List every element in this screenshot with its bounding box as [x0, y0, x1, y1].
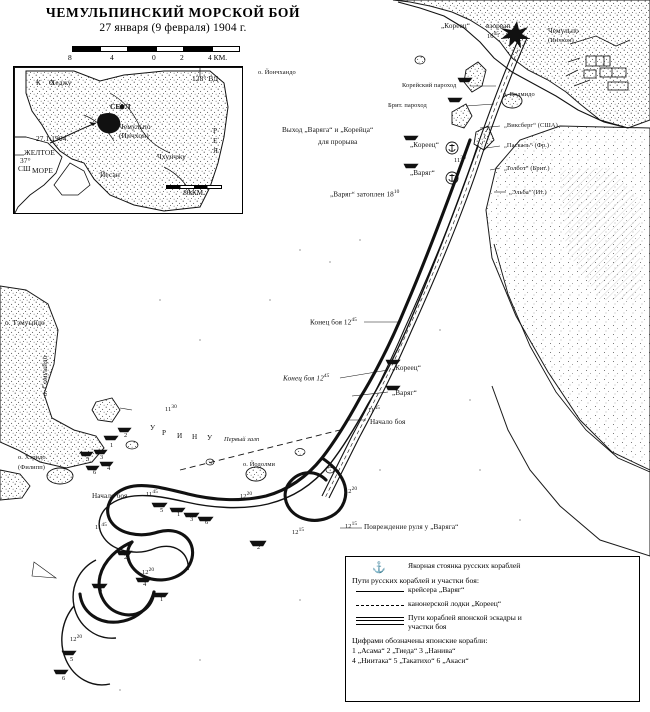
legend-numbers-header: Цифрами обозначены японские корабли:	[352, 635, 488, 645]
map-label: Первый залп	[224, 436, 260, 443]
inset-label: К О	[36, 78, 55, 87]
map-label: „Паскаль“ (Фр.)	[504, 142, 550, 149]
legend-row-cruiser	[352, 586, 633, 598]
anchor-icon: ⚓	[372, 562, 386, 574]
japanese-ship-number: 6	[93, 469, 97, 476]
map-label: $12^{20}$	[70, 634, 83, 644]
map-label: „Эльба“ (Ит.)	[509, 189, 547, 196]
map-label: 6	[62, 675, 66, 682]
map-label-superscript: 45	[323, 373, 330, 379]
map-label-superscript: 20	[148, 567, 155, 573]
map-label: взорван	[486, 22, 511, 30]
map-label: „Кореец“	[392, 364, 422, 372]
map-label: о. Йодолми	[243, 461, 276, 468]
map-label-superscript: 10	[393, 189, 400, 195]
map-label: „Кореец“	[441, 22, 471, 30]
double-line-icon	[352, 614, 408, 626]
map-label-superscript: 30	[460, 155, 466, 161]
map-label-superscript: 45	[152, 489, 158, 495]
map-label: $12^{20}$	[142, 567, 155, 577]
map-label: $11^{45}$	[368, 405, 380, 415]
map-label: Чемульпо	[548, 27, 579, 35]
map-label-superscript: 20	[246, 491, 253, 497]
inset-label: Чемульпо	[119, 122, 151, 131]
japanese-ship-number: 4	[143, 581, 147, 588]
map-label: „Толбот“ (Брит.)	[504, 165, 550, 172]
legend-gunboat-text: канонерской лодки „Кореец“	[408, 599, 502, 608]
map-label-superscript: 20	[351, 486, 358, 492]
inset-label: ЖЕЛТОЕ	[24, 148, 55, 157]
map-label: Начало боя	[92, 492, 128, 500]
scale-tick-1: 4	[110, 53, 114, 62]
inset-label: 27.1.1904	[36, 134, 67, 143]
map-label: для прорыва	[318, 138, 358, 146]
solid-thick-line-icon	[352, 586, 408, 598]
map-label: „Варяг“	[392, 389, 417, 397]
legend-japanese-line1: Пути кораблей японской эскадры и	[408, 613, 522, 622]
map-label: Р	[162, 429, 167, 437]
legend-row-anchorage	[352, 562, 633, 574]
legend-japanese-line2: участки боя	[408, 621, 447, 631]
inset-label: 37°	[20, 156, 31, 165]
inset-label: Р	[213, 126, 218, 135]
legend-ship-row-2: 4 „Ниитака“ 5 „Такатихо“ 6 „Акаси“	[352, 656, 469, 666]
map-label-superscript: 30	[171, 404, 177, 410]
map-label: $12^{20}$	[345, 486, 358, 496]
inset-label: МОРЕ	[32, 166, 53, 175]
japanese-ship-number: 2	[124, 432, 128, 439]
map-label: Повреждение руля у „Варяга“	[364, 523, 459, 531]
map-label: Конец боя $12^{45}$	[283, 373, 330, 383]
inset-scale-bar	[166, 185, 222, 197]
map-label: $11^{30}$	[165, 404, 177, 414]
map-label: Выход „Варяга“ и „Корейца“	[282, 126, 374, 134]
map-label: „Виксберг“ (США)	[504, 122, 558, 129]
map-label-superscript: 15	[298, 527, 305, 533]
map-label: о. Водмидо	[503, 91, 535, 98]
map-label-superscript: 20	[76, 634, 83, 640]
japanese-ship-number: 2	[257, 544, 261, 551]
map-label-superscript: 05	[493, 31, 500, 37]
inset-label: Хеджу	[50, 78, 72, 87]
legend-cruiser-text: крейсера „Варяг“	[408, 585, 465, 594]
scale-tick-0: 8	[68, 53, 72, 62]
inset-label: СШ	[18, 164, 31, 173]
legend-row-japanese	[352, 614, 633, 632]
title-line-2: 27 января (9 февраля) 1904 г.	[99, 22, 247, 34]
title-line-1: ЧЕМУЛЬПИНСКИЙ МОРСКОЙ БОЙ	[45, 5, 301, 20]
map-label: $11^{45}$	[146, 489, 158, 499]
scale-bar-ticks	[72, 46, 240, 53]
japanese-ship-number: 1	[160, 596, 164, 603]
japanese-ship-number: 1	[177, 511, 181, 518]
map-label-superscript: 45	[101, 522, 107, 528]
legend-row-gunboat	[352, 600, 633, 612]
map-label: У	[150, 424, 156, 432]
map-label: Начало боя	[370, 418, 406, 426]
japanese-ship-number: 3	[190, 516, 194, 523]
inset-label: СЕУЛ	[110, 102, 131, 111]
map-label: И	[177, 432, 183, 440]
dashed-line-icon	[352, 600, 408, 612]
legend-anchorage-text: Якорная стоянка русских кораблей	[408, 561, 521, 570]
map-label-superscript: 45	[351, 317, 357, 323]
map-label: „Варяг“	[410, 169, 435, 177]
map-label: „Кореец“	[410, 141, 440, 149]
map-label: $16^{05}$	[487, 31, 500, 41]
map-label: Н	[192, 433, 198, 441]
scale-bar-labels	[68, 53, 262, 63]
map-label-superscript: 45	[374, 405, 380, 411]
map-label-superscript: 15	[351, 521, 358, 527]
map-label: о. Хэридо	[18, 454, 46, 461]
label-island-temuyido: о. Сомуыйдо	[41, 355, 50, 397]
legend-paths-header: Пути русских кораблей и участки боя:	[352, 576, 480, 585]
japanese-ship-number: 3	[99, 587, 103, 594]
japanese-ship-number: 5	[160, 507, 164, 514]
map-title	[18, 5, 328, 34]
map-label: $12^{15}$	[292, 527, 305, 537]
map-label: $12^{20}$	[240, 491, 253, 501]
map-label: $12^{15}$	[345, 521, 358, 531]
inset-label: Я	[213, 146, 219, 155]
japanese-ship-number: 3	[100, 454, 104, 461]
map-label: Конец боя $12^{45}$	[310, 317, 357, 327]
japanese-ship-number: 5	[86, 456, 90, 463]
japanese-ship-number: 1	[110, 442, 114, 449]
map-label: 5	[70, 656, 74, 663]
map-label: „Варяг“ затоплен $18^{10}$	[330, 189, 400, 199]
legend-ship-row-1: 1 „Асама“ 2 „Тиеда“ 3 „Нанива“	[352, 645, 456, 655]
map-label: $11^{30}$	[454, 155, 466, 165]
inset-locator-map	[13, 66, 243, 214]
map-label: $11^{45}$	[95, 522, 107, 532]
map-label: У	[207, 434, 213, 442]
japanese-ship-number: 4	[107, 465, 111, 472]
map-label: Корейский пароход	[402, 82, 457, 89]
map-legend	[345, 556, 640, 702]
inset-label: 128° ВД	[192, 74, 219, 83]
map-label: Брит. пароход	[388, 102, 427, 109]
map-label: (Инчхон)	[548, 37, 574, 44]
map-label: (Филипп)	[18, 464, 45, 471]
scale-tick-3: 2	[180, 53, 184, 62]
inset-scale-caption: 80 КМ.	[183, 189, 205, 197]
inset-label: Йесан	[100, 170, 120, 179]
inset-label: (Инчхон)	[119, 131, 149, 140]
map-label: о. Тэмуыйдо	[5, 319, 45, 327]
inset-label: Чхунчжу	[157, 152, 187, 161]
japanese-ship-number: 6	[205, 519, 209, 526]
scale-tick-2: 0	[152, 53, 156, 62]
legend-japanese-text	[408, 614, 522, 632]
japanese-ship-number: 2	[124, 554, 128, 561]
scale-bar	[68, 46, 262, 63]
map-label: о. Йончхандо	[258, 69, 296, 76]
scale-tick-4: 4 КМ.	[208, 53, 228, 62]
inset-label: Е	[213, 136, 218, 145]
